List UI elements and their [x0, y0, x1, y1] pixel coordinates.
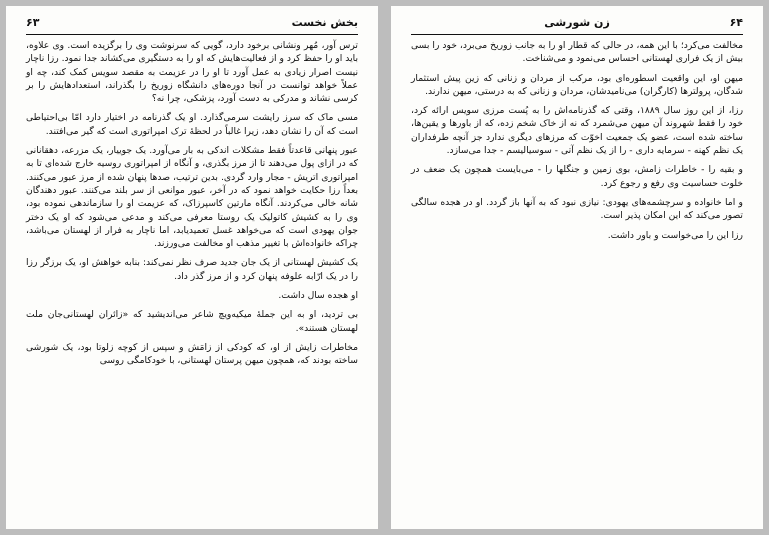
paragraph: یک کشیش لهستانی از یک جان جدید صرف نظر نمی‌کند: بنابه خواهش او، یک برزگر رزا را در یک ارّابه علوفه پنهان کرد و از مرز گذر داد. — [26, 257, 358, 282]
paragraph: مخالفت می‌کرد؛ با این همه، در حالی که قطار او را به جانب زوریخ می‌برد، خود را بسی بیش از یک فراری لهستانی احساس می‌نمود و می‌شناخت. — [411, 40, 743, 65]
paragraph: و اما خانواده و سرچشمه‌های یهودی: نیازی نبود که به آنها باز گردد. او در هجده سالگی تصور می‌کند که این امکان پذیر است. — [411, 196, 743, 222]
paragraph: میهن او، این واقعیت اسطوره‌ای بود، مرکب از مردان و زنانی که زین پیش استثمار شدگان، پرولترها (کارگران) می‌نامیدشان، مردان و زنانی که به درستی، میهن ندارند. — [411, 72, 743, 97]
paragraph: عبور پنهانی قاعدتاً فقط مشکلات اندکی به بار می‌آورد. یک جوییار، یک مزرعه، دهقانانی که در ازای پول می‌دهند تا از مرز بگذری، و آنگاه از امپراتوری روسیه خارج شده‌ای تا به امپراتوری اتریش - مجار وارد گردی. بدین ترتیب، صدها پنهان شده از مرز عبور می‌کنند. بعداً رزا حکایت خواهد نمود که در آخر، عبور موانعی از سر بلند می‌کنند. عبور دهندگان شانه خالی می‌کردند. آنگاه مارتین کاسپرزاک، که عزیمت او را سازماندهی نموده بود، وی را به کشیش کاتولیک یک روستا معرفی می‌کند و مدعی می‌شود که او یک دختر جوان یهودی است که می‌خواهد غسل تعمیدیابد، اما ناچار به فرار از لهستان می‌باشد، چراکه خانواده‌اش با تغییر مذهب او مخالفت می‌ورزند. — [26, 145, 358, 250]
running-title: بخش نخست — [291, 16, 358, 29]
paragraph: ترس آور، مُهر ونشانی برخود دارد، گویی که سرنوشت وی را برگزیده است. وی علاوه، باید او را حفظ کرد و از فعالیت‌هایش که او را به دستگیری می‌کشاند جدا نمود. رزا ناچار نیست اصرار زیادی به عمل آورد تا او را در عزیمت به مقصد سویس کمک کند، چه او عملاً خواهد توانست در آنجا دوره‌های دانشگاه زوریخ را بگذراند، استعدادهایش را بر کرسی نشاند و مدرکی به دست آورد، پزشکی، چرا نه؟ — [26, 40, 358, 105]
page-body — [26, 39, 358, 523]
page-header — [411, 16, 743, 35]
page-number: ۶۳ — [26, 16, 40, 29]
page-number: ۶۴ — [729, 16, 743, 29]
left-page — [6, 6, 378, 529]
page-header — [26, 16, 358, 35]
running-title: زن شورشی — [544, 16, 610, 29]
paragraph: رزا، از این روز سال ۱۸۸۹، وقتی که گذرنامه‌اش را به پُست مرزی سویس ارائه کرد، خود را فقط شهروند آن میهن می‌شمرد که نه از خاک شخم زده، که از باورها و یقین‌ها، ساخته شده است، عضو یک جمعیت اخوّت که مرزهای دیگری ندارد جز آنچه طرفداران یک نظم کهنه - سرمایه داری - را از یک نظم آتی - سوسیالیسم - جدا می‌سازد. — [411, 105, 744, 157]
paragraph: مخاطرات زایش از او، که کودکی از زامَش و سپس از کوچه زلوتا بود، یک شورشی ساخته بودند که، همچون میهن پرستان لهستانی، با خودکامگی روسی — [26, 341, 358, 367]
paragraph: بی تردید، او به این جملهٔ میکیه‌ویچ شاعر می‌اندیشید که «زائران لهستانی‌جان ملت لهستان هستند». — [26, 309, 358, 334]
paragraph: رزا این را می‌خواست و باور داشت. — [607, 229, 743, 241]
paragraph: او هجده سال داشت. — [278, 290, 358, 302]
paragraph: و بقیه را - خاطرات زامش، بوی زمین و جنگلها را - می‌بایست همچون یک ضعف در خلوت حساسیت وی رفع و رجوع کرد. — [411, 164, 743, 189]
paragraph: مسی ماک که سرز رایشت سرمی‌گذارد. او یک گذرنامه در اختیار دارد امّا بی‌احتیاطی است که آن را نشان دهد، زیرا غالباً در لحظهٔ ترک امپراتوری است که گیر می‌افتند. — [26, 112, 358, 137]
page-body — [411, 39, 743, 523]
right-page — [391, 6, 763, 529]
